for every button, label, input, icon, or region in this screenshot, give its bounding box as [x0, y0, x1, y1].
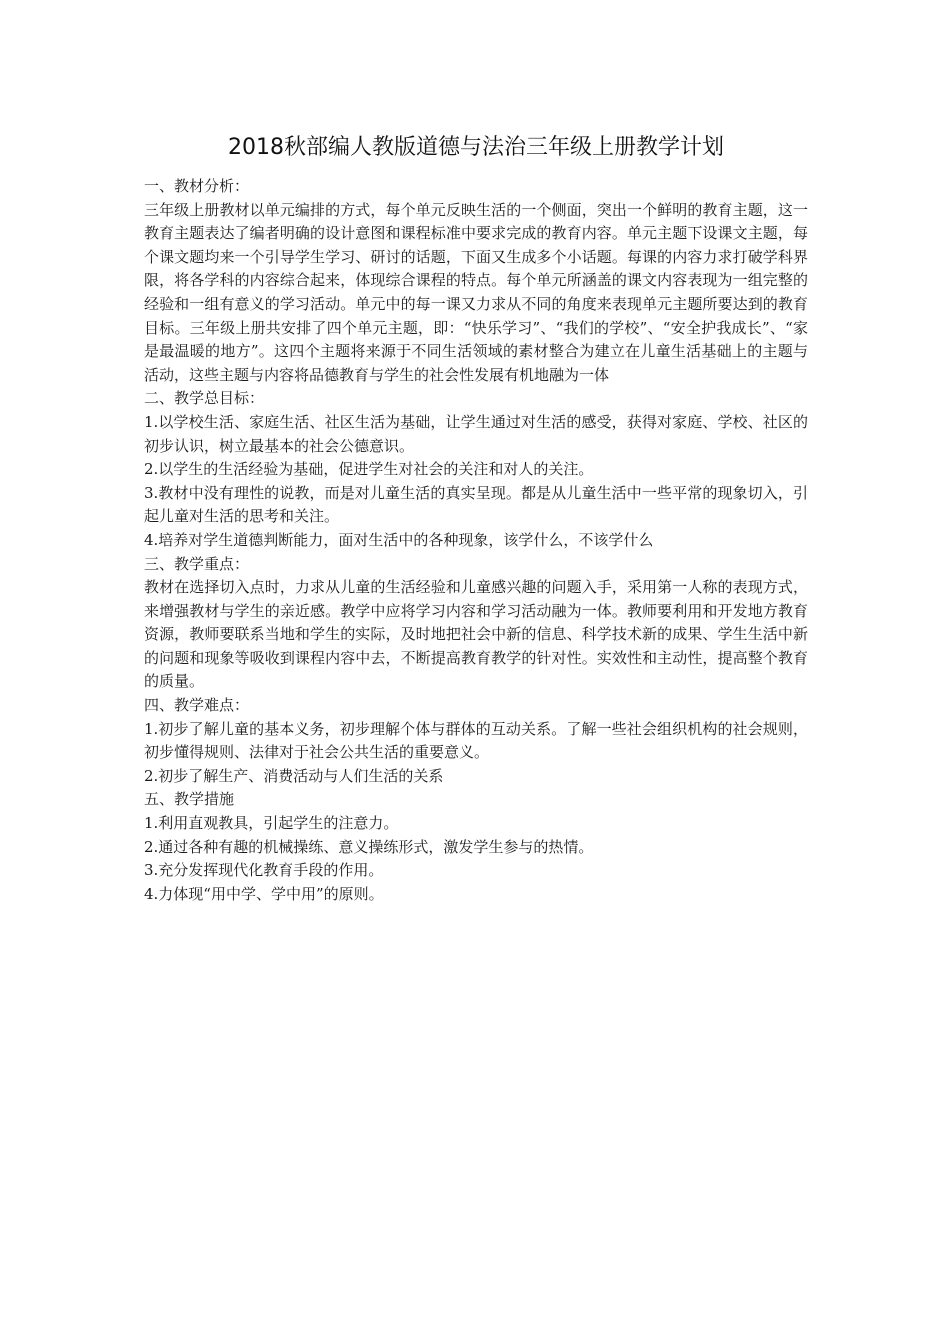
- section-heading: 五、教学措施: [144, 790, 235, 809]
- page-title: 2018秋部编人教版道德与法治三年级上册教学计划: [228, 135, 724, 160]
- section-heading: 二、教学总目标：: [144, 389, 265, 408]
- list-item: 1.利用直观教具，引起学生的注意力。: [144, 814, 399, 833]
- section-heading: 一、教材分析：: [144, 177, 250, 195]
- list-item: 1.以学校生活、家庭生活、社区生活为基础，让学生通过对生活的感受，获得对家庭、学校、社区的初步认识，树立最基本的社会公德意识。: [144, 412, 808, 455]
- section-teaching-measures: [144, 788, 808, 906]
- list-item: 1.初步了解儿童的基本义务，初步理解个体与群体的互动关系。了解一些社会组织机构的社会规则，初步懂得规则、法律对于社会公共生活的重要意义。: [144, 719, 808, 762]
- paragraph: 三年级上册教材以单元编排的方式，每个单元反映生活的一个侧面，突出一个鲜明的教育主题，这一教育主题表达了编者明确的设计意图和课程标准中要求完成的教育内容。单元主题下设课文主题，每个课文题均来一个引导学生学习、研讨的话题，下面又生成多个小话题。每课的内容力求打破学科界限，将各学科的内容综合起来，体现综合课程的特点。每个单元所涵盖的课文内容表现为一组完整的经验和一组有意义的学习活动。单元中的每一课又力求从不同的角度来表现单元主题所要达到的教育目标。三年级上册共安排了四个单元主题，即：“快乐学习”、“我们的学校”、“安全护我成长”、“家是最温暖的地方”。这四个主题将来源于不同生活领域的素材整合为建立在儿童生活基础上的主题与活动，这些主题与内容将品德教育与学生的社会性发展有机地融为一体: [144, 200, 808, 384]
- list-item: 3.教材中没有理性的说教，而是对儿童生活的真实呈现。都是从儿童生活中一些平常的现象切入，引起儿童对生活的思考和关注。: [144, 483, 808, 526]
- section-teaching-goals: [144, 387, 808, 552]
- list-item: 2.初步了解生产、消费活动与人们生活的关系: [144, 766, 444, 785]
- document-body: [144, 131, 808, 906]
- section-heading: 三、教学重点：: [144, 554, 250, 573]
- paragraph: 教材在选择切入点时，力求从儿童的生活经验和儿童感兴趣的问题入手，采用第一人称的表现方式，来增强教材与学生的亲近感。教学中应将学习内容和学习活动融为一体。教师要利用和开发地方教育资源，教师要联系当地和学生的实际，及时地把社会中新的信息、科学技术新的成果、学生生活中新的问题和现象等吸收到课程内容中去，不断提高教育教学的针对性。实效性和主动性，提高整个教育的质量。: [144, 578, 808, 691]
- list-item: 4.培养对学生道德判断能力，面对生活中的各种现象，该学什么，不该学什么: [144, 530, 654, 549]
- section-teaching-difficulties: [144, 694, 808, 788]
- section-heading: 四、教学难点：: [144, 696, 250, 715]
- list-item: 2.以学生的生活经验为基础，促进学生对社会的关注和对人的关注。: [144, 460, 594, 479]
- list-item: 2.通过各种有趣的机械操练、意义操练形式，激发学生参与的热情。: [144, 837, 594, 856]
- section-textbook-analysis: [144, 175, 808, 387]
- list-item: 3.充分发挥现代化教育手段的作用。: [144, 861, 384, 880]
- section-teaching-focus: [144, 553, 808, 695]
- list-item: 4.力体现“用中学、学中用”的原则。: [144, 884, 384, 903]
